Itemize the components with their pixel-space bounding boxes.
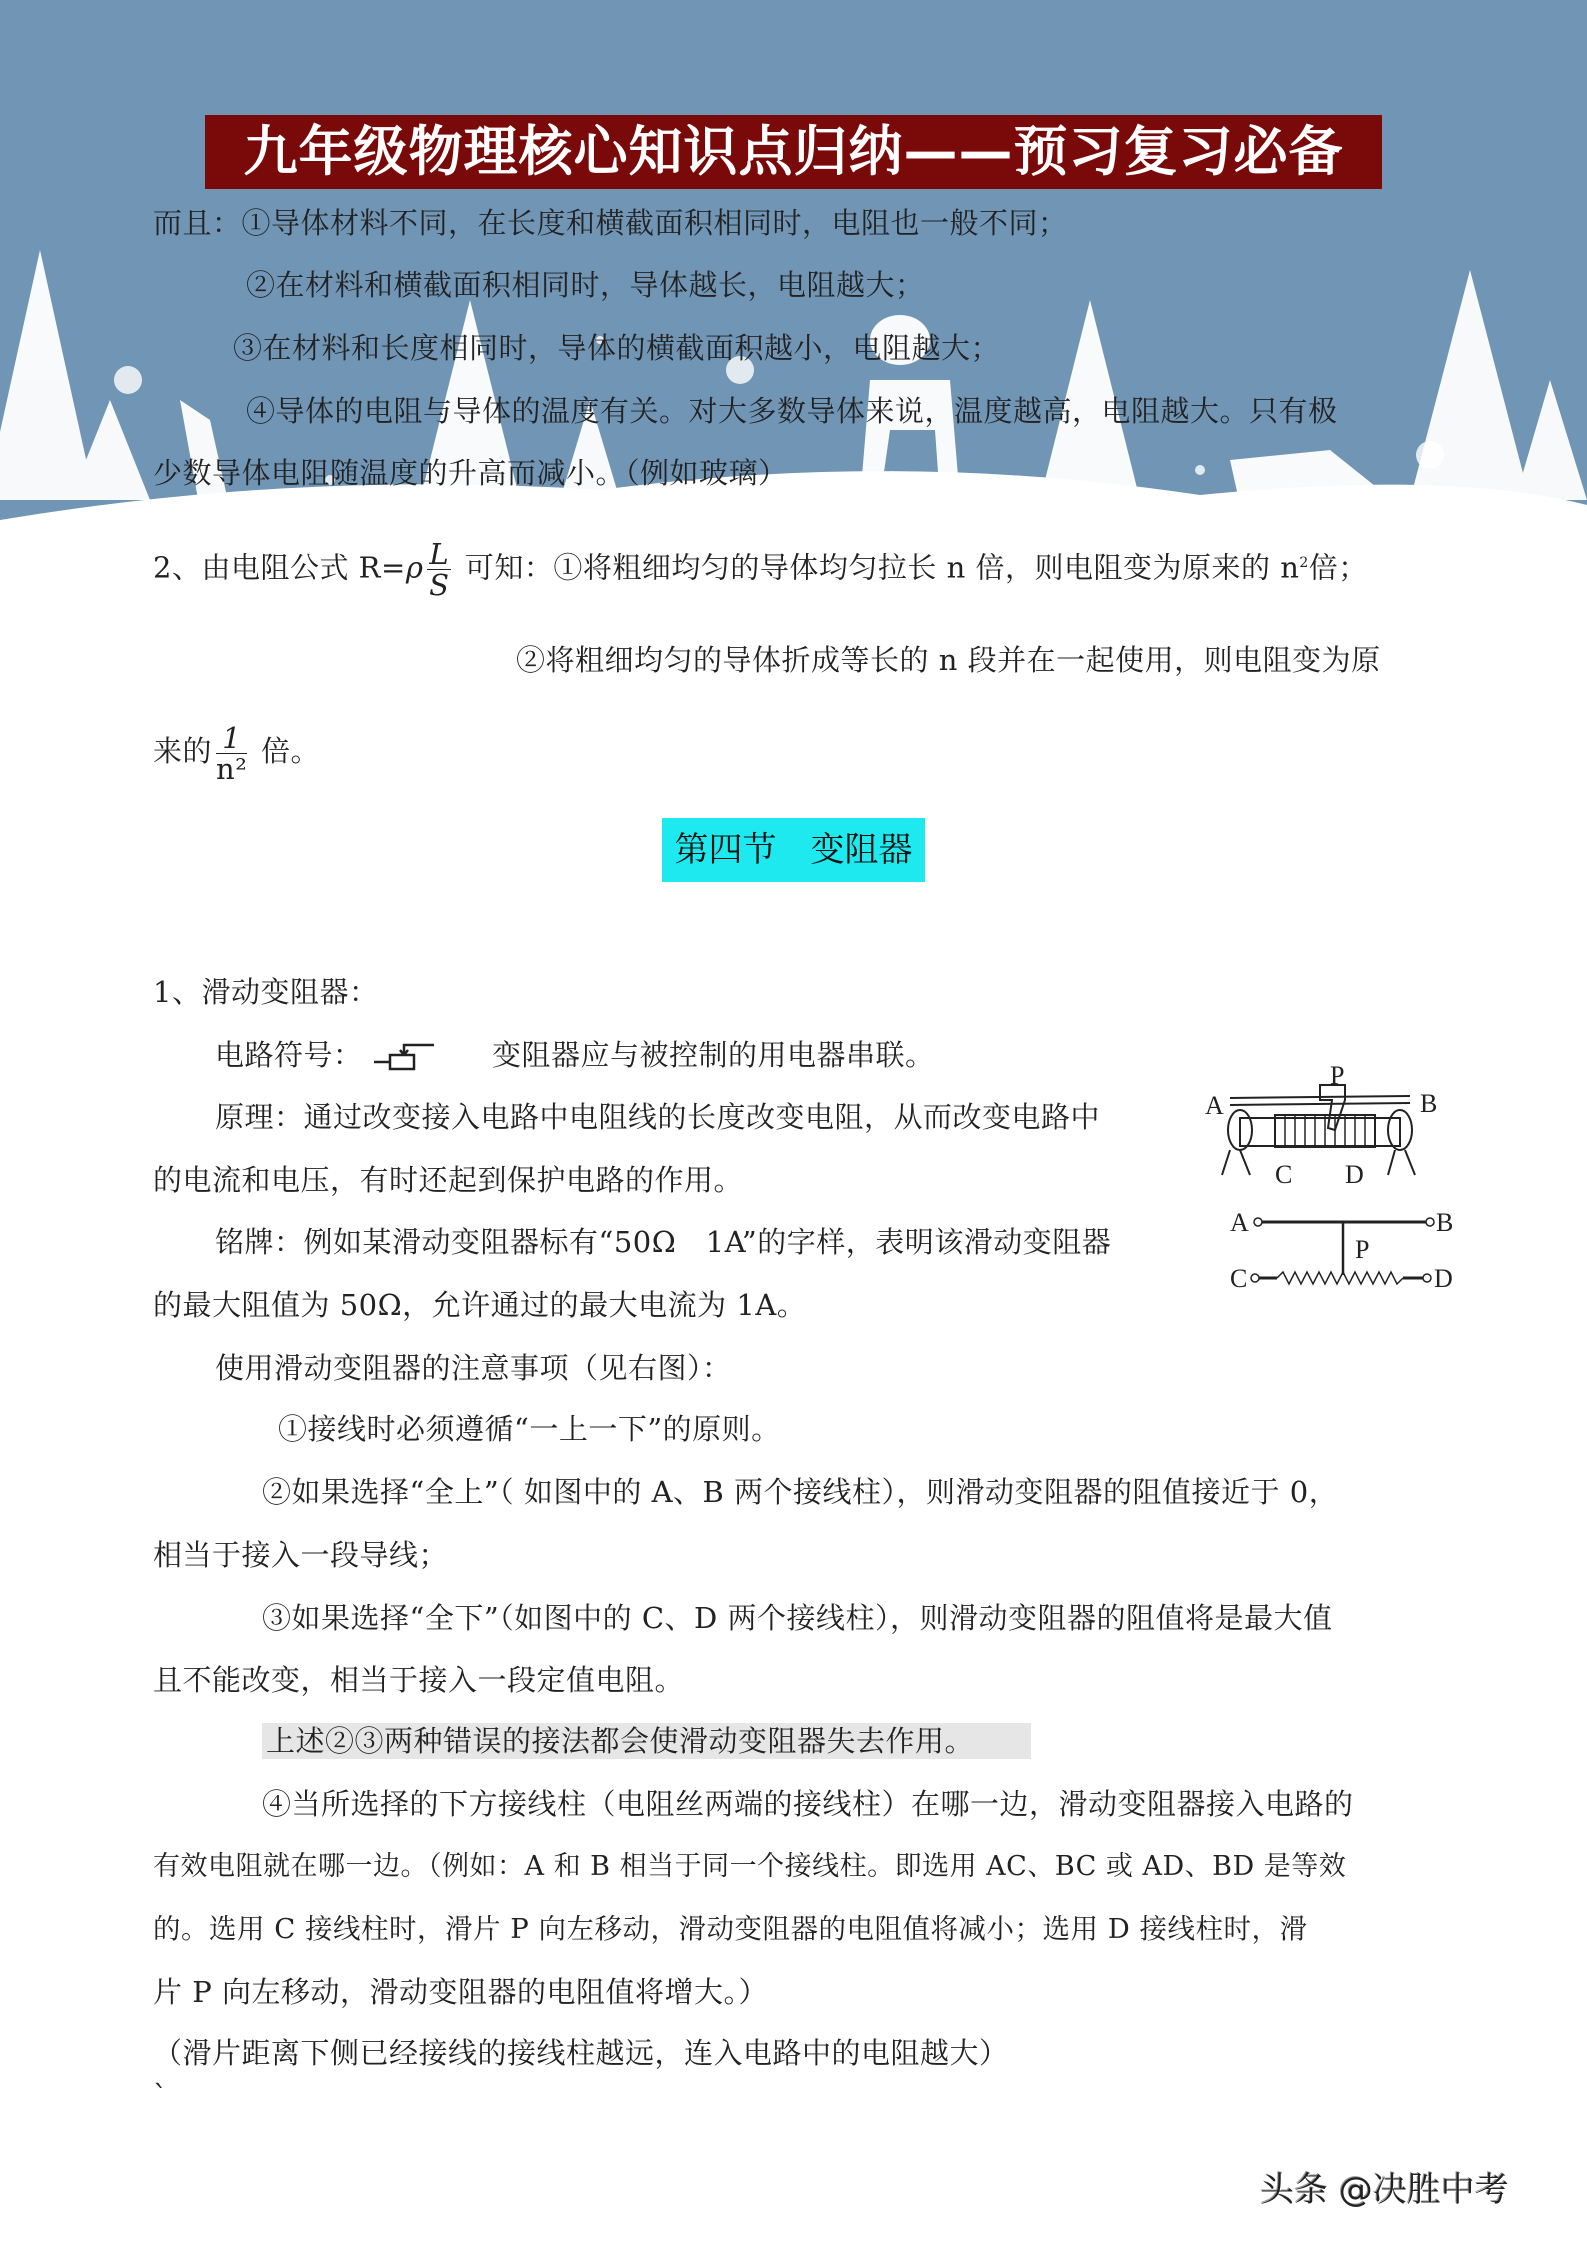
text-line: ④当所选择的下方接线柱（电阻丝两端的接线柱）在哪一边，滑动变阻器接入电路的 [262, 1787, 1354, 1821]
label-d: D [1434, 1264, 1453, 1293]
text-line: 铭牌：例如某滑动变阻器标有“50Ω 1A”的字样，表明该滑动变阻器 [215, 1225, 1112, 1259]
text: 倍； [1308, 550, 1368, 585]
document-title: 九年级物理核心知识点归纳——预习复习必备 [205, 115, 1382, 189]
label-b-top: B [1420, 1089, 1438, 1118]
numerator: 1 [216, 723, 247, 754]
numerator: L [429, 537, 450, 572]
text-line: ②如果选择“全上”（ 如图中的 A、B 两个接线柱），则滑动变阻器的阻值接近于 0， [262, 1475, 1339, 1509]
text-line: 而且：①导体材料不同，在长度和横截面积相同时，电阻也一般不同； [153, 206, 1068, 240]
text-line: 的。选用 C 接线柱时，滑片 P 向左移动，滑动变阻器的电阻值将减小；选用 D 接线柱时，滑 [153, 1913, 1308, 1945]
fraction-1-over-n2 [216, 720, 248, 786]
label-b: B [1436, 1208, 1454, 1237]
label-a: A [1230, 1208, 1249, 1237]
formula-line [153, 530, 1368, 601]
text: 来的 [153, 734, 213, 768]
text-line: 片 P 向左移动，滑动变阻器的电阻值将增大。） [153, 1975, 768, 2009]
label-d-top: D [1345, 1160, 1364, 1189]
tip-line: （滑片距离下侧已经接线的接线柱越远，连入电路中的电阻越大） [153, 2036, 1009, 2070]
text-line [153, 718, 320, 784]
text-line: ④导体的电阻与导体的温度有关。对大多数导体来说，温度越高，电阻越大。只有极 [246, 394, 1338, 428]
winter-banner-background [0, 0, 1587, 530]
stray-mark: ` [153, 2079, 168, 2113]
text: 电路符号： [215, 1038, 363, 1072]
text-line: 有效电阻就在哪一边。（例如：A 和 B 相当于同一个接线柱。即选用 AC、BC 或 AD、BD 是等效 [153, 1851, 1347, 1882]
text-line: ②将粗细均匀的导体折成等长的 n 段并在一起使用，则电阻变为原 [516, 643, 1381, 677]
fraction-l-over-s [427, 537, 451, 603]
superscript: 2 [1299, 555, 1309, 571]
text: 可知：①将粗细均匀的导体均匀拉长 n 倍，则电阻变为原来的 n [455, 550, 1300, 585]
denominator: S [429, 568, 450, 603]
label-a-top: A [1205, 1091, 1224, 1120]
watermark: 头条 @决胜中考 [1260, 2170, 1509, 2210]
label-c: C [1230, 1264, 1248, 1293]
text-line: 的电流和电压，有时还起到保护电路的作用。 [153, 1163, 744, 1197]
text: 变阻器应与被控制的用电器串联。 [491, 1038, 935, 1072]
highlighted-warning: 上述②③两种错误的接法都会使滑动变阻器失去作用。 [262, 1723, 1031, 1759]
text-line: ③如果选择“全下”（如图中的 C、D 两个接线柱），则滑动变阻器的阻值将是最大值 [262, 1601, 1333, 1635]
text-line: ①接线时必须遵循“一上一下”的原则。 [278, 1412, 781, 1446]
text-line: ③在材料和长度相同时，导体的横截面积越小，电阻越大； [233, 331, 1001, 365]
text: 倍。 [251, 734, 321, 768]
rheostat-symbol-icon [372, 1042, 442, 1072]
text-line [215, 1037, 934, 1073]
label-c-top: C [1275, 1160, 1293, 1189]
label-p-top: P [1330, 1061, 1345, 1090]
rheostat-figure [1200, 1050, 1454, 1293]
rheostat-drawing [1222, 1085, 1415, 1175]
denominator: n² [216, 751, 248, 786]
rheostat-schematic [1251, 1218, 1434, 1284]
text-line: 使用滑动变阻器的注意事项（见右图）： [215, 1351, 732, 1385]
text-line: ②在材料和横截面积相同时，导体越长，电阻越大； [246, 268, 925, 302]
text-line: 的最大阻值为 50Ω，允许通过的最大电流为 1A。 [153, 1288, 807, 1322]
text-line: 少数导体电阻随温度的升高而减小。（例如玻璃） [153, 456, 788, 490]
section-heading: 第四节 变阻器 [662, 818, 925, 882]
subheading: 1、滑动变阻器： [153, 975, 379, 1009]
text: 2、由电阻公式 R= [153, 550, 406, 585]
rho: ρ [405, 550, 424, 585]
text-line: 相当于接入一段导线； [153, 1538, 449, 1572]
text-line: 原理：通过改变接入电路中电阻线的长度改变电阻，从而改变电路中 [215, 1100, 1101, 1134]
text-line: 且不能改变，相当于接入一段定值电阻。 [153, 1663, 685, 1697]
label-p: P [1355, 1235, 1370, 1264]
